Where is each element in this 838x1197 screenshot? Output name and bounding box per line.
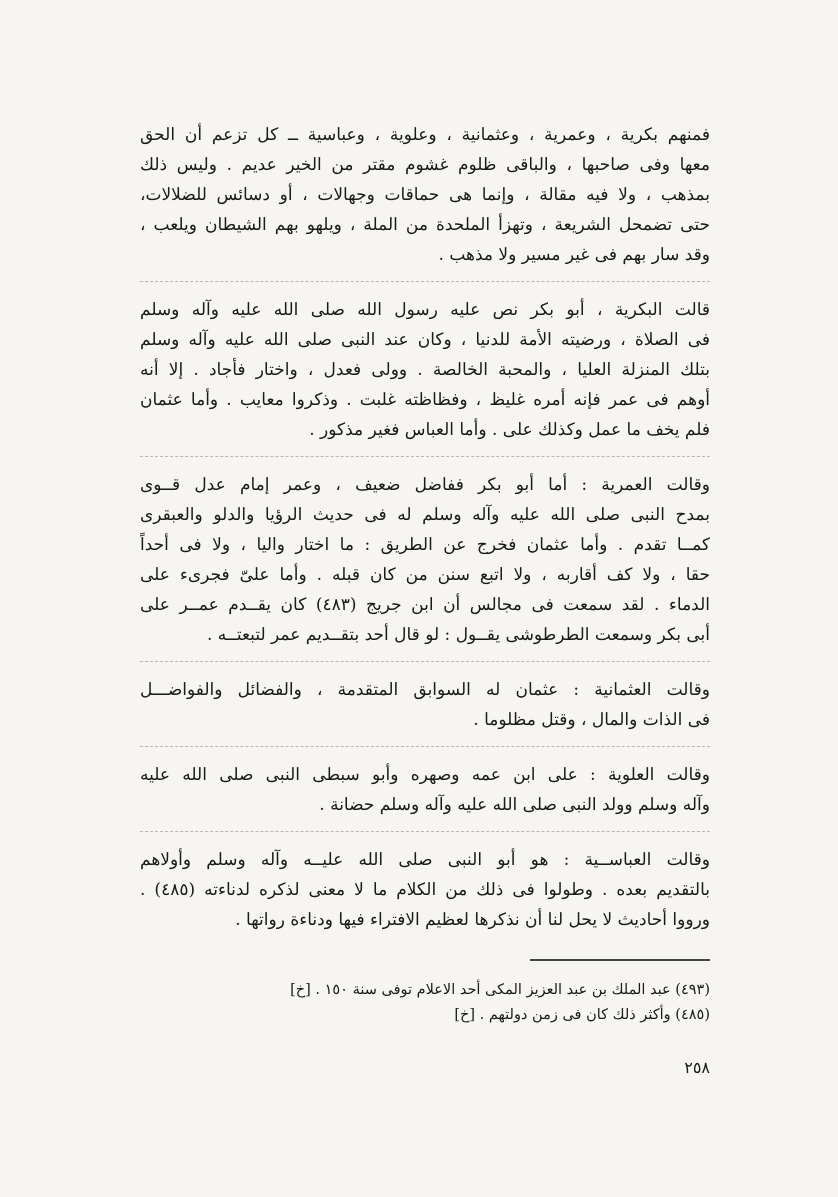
- text-line: فى الذات والمال ، وقتل مظلوما .: [473, 710, 710, 730]
- text-line: حتى تضمحل الشريعة ، وتهزأ الملحدة من الملة ، ويلهو بهم الشيطان ويلعب ،: [140, 215, 710, 235]
- text-line: أوهم فى عمر فإنه أمره غليظ ، وفظاظته غلبت . وذكروا معايب . وأما عثمان: [140, 390, 710, 410]
- paragraph-separator: [140, 281, 710, 283]
- text-line: وقد سار بهم فى غير مسير ولا مذهب .: [438, 245, 710, 265]
- paragraph-separator: [140, 456, 710, 458]
- paragraph-uthmaniyya: [140, 675, 710, 735]
- text-line: بتلك المنزلة العليا ، والمحبة الخالصة . وولى فعدل ، واختار فأجاد . إلا أنه: [140, 360, 710, 380]
- footnotes: [290, 978, 710, 1028]
- text-line: معها وفى صاحبها ، والباقى ظلوم غشوم مقتر من الخير عديم . وليس ذلك: [140, 155, 710, 175]
- footnote-rule: [530, 959, 710, 961]
- paragraph-umariyya: [140, 470, 710, 650]
- text-line: وقالت العلوية : على ابن عمه وصهره وأبو سبطى النبى صلى الله عليه: [140, 765, 710, 785]
- text-line: بمذهب ، ولا فيه مقالة ، وإنما هى حماقات وجهالات ، أو دسائس للضلالات،: [140, 185, 710, 205]
- text-line: فى الصلاة ، ورضيته الأمة للدنيا ، وكان عند النبى صلى الله عليه وآله وسلم: [140, 330, 710, 350]
- text-line: كمــا تقدم . وأما عثمان فخرج عن الطريق : ما اختار واليا ، ولا فى أحداً: [140, 535, 710, 555]
- main-text: [140, 120, 710, 935]
- text-line: بمدح النبى صلى الله عليه وآله وسلم له فى حديث الرؤيا والدلو والعبقرى: [140, 505, 710, 525]
- text-line: وقالت العمرية : أما أبو بكر ففاضل ضعيف ، وعمر إمام عدل قــوى: [140, 475, 710, 495]
- paragraph-abbasiyya: [140, 845, 710, 935]
- text-line: فلم يخف ما عمل وكذلك على . وأما العباس فغير مذكور .: [309, 420, 710, 440]
- text-line: وقالت العثمانية : عثمان له السوابق المتقدمة ، والفضائل والفواضـــل: [140, 680, 710, 700]
- paragraph-bakriyya: [140, 295, 710, 445]
- text-line: حقا ، ولا كف أقاربه ، ولا اتبع سنن من كان قبله . وأما علىّ فجرىء على: [140, 565, 710, 585]
- text-line: فمنهم بكرية ، وعمرية ، وعثمانية ، وعلوية ، وعباسية ــ كل تزعم أن الحق: [140, 125, 710, 145]
- paragraph-separator: [140, 831, 710, 833]
- text-line: وقالت العباســية : هو أبو النبى صلى الله عليــه وآله وسلم وأولاهم: [140, 850, 710, 870]
- paragraph-separator: [140, 746, 710, 748]
- text-line: وآله وسلم وولد النبى صلى الله عليه وآله وسلم حضانة .: [319, 795, 710, 815]
- text-line: قالت البكرية ، أبو بكر نص عليه رسول الله صلى الله عليه وآله وسلم: [140, 300, 710, 320]
- paragraph-intro: [140, 120, 710, 270]
- footnote: (٤٨٥) وأكثر ذلك كان فى زمن دولتهم . [خ]: [454, 1007, 710, 1023]
- footnote: (٤٩٣) عبد الملك بن عبد العزيز المكى أحد الاعلام توفى سنة ١٥٠ . [خ]: [290, 982, 710, 998]
- text-line: أبى بكر وسمعت الطرطوشى يقــول : لو قال أحد بتقــديم عمر لتبعتــه .: [206, 625, 710, 645]
- text-line: بالتقديم بعده . وطولوا فى ذلك من الكلام ما لا معنى لذكره لدناءته (٤٨٥) .: [140, 880, 710, 900]
- page-number: ٢٥٨: [684, 1058, 710, 1077]
- text-line: الدماء . لقد سمعت فى مجالس أن ابن جريج (٤٨٣) كان يقــدم عمــر على: [140, 595, 710, 615]
- text-line: ورووا أحاديث لا يحل لنا أن نذكرها لعظيم الافتراء فيها ودناءة رواتها .: [235, 910, 710, 930]
- paragraph-separator: [140, 661, 710, 663]
- paragraph-alawiyya: [140, 760, 710, 820]
